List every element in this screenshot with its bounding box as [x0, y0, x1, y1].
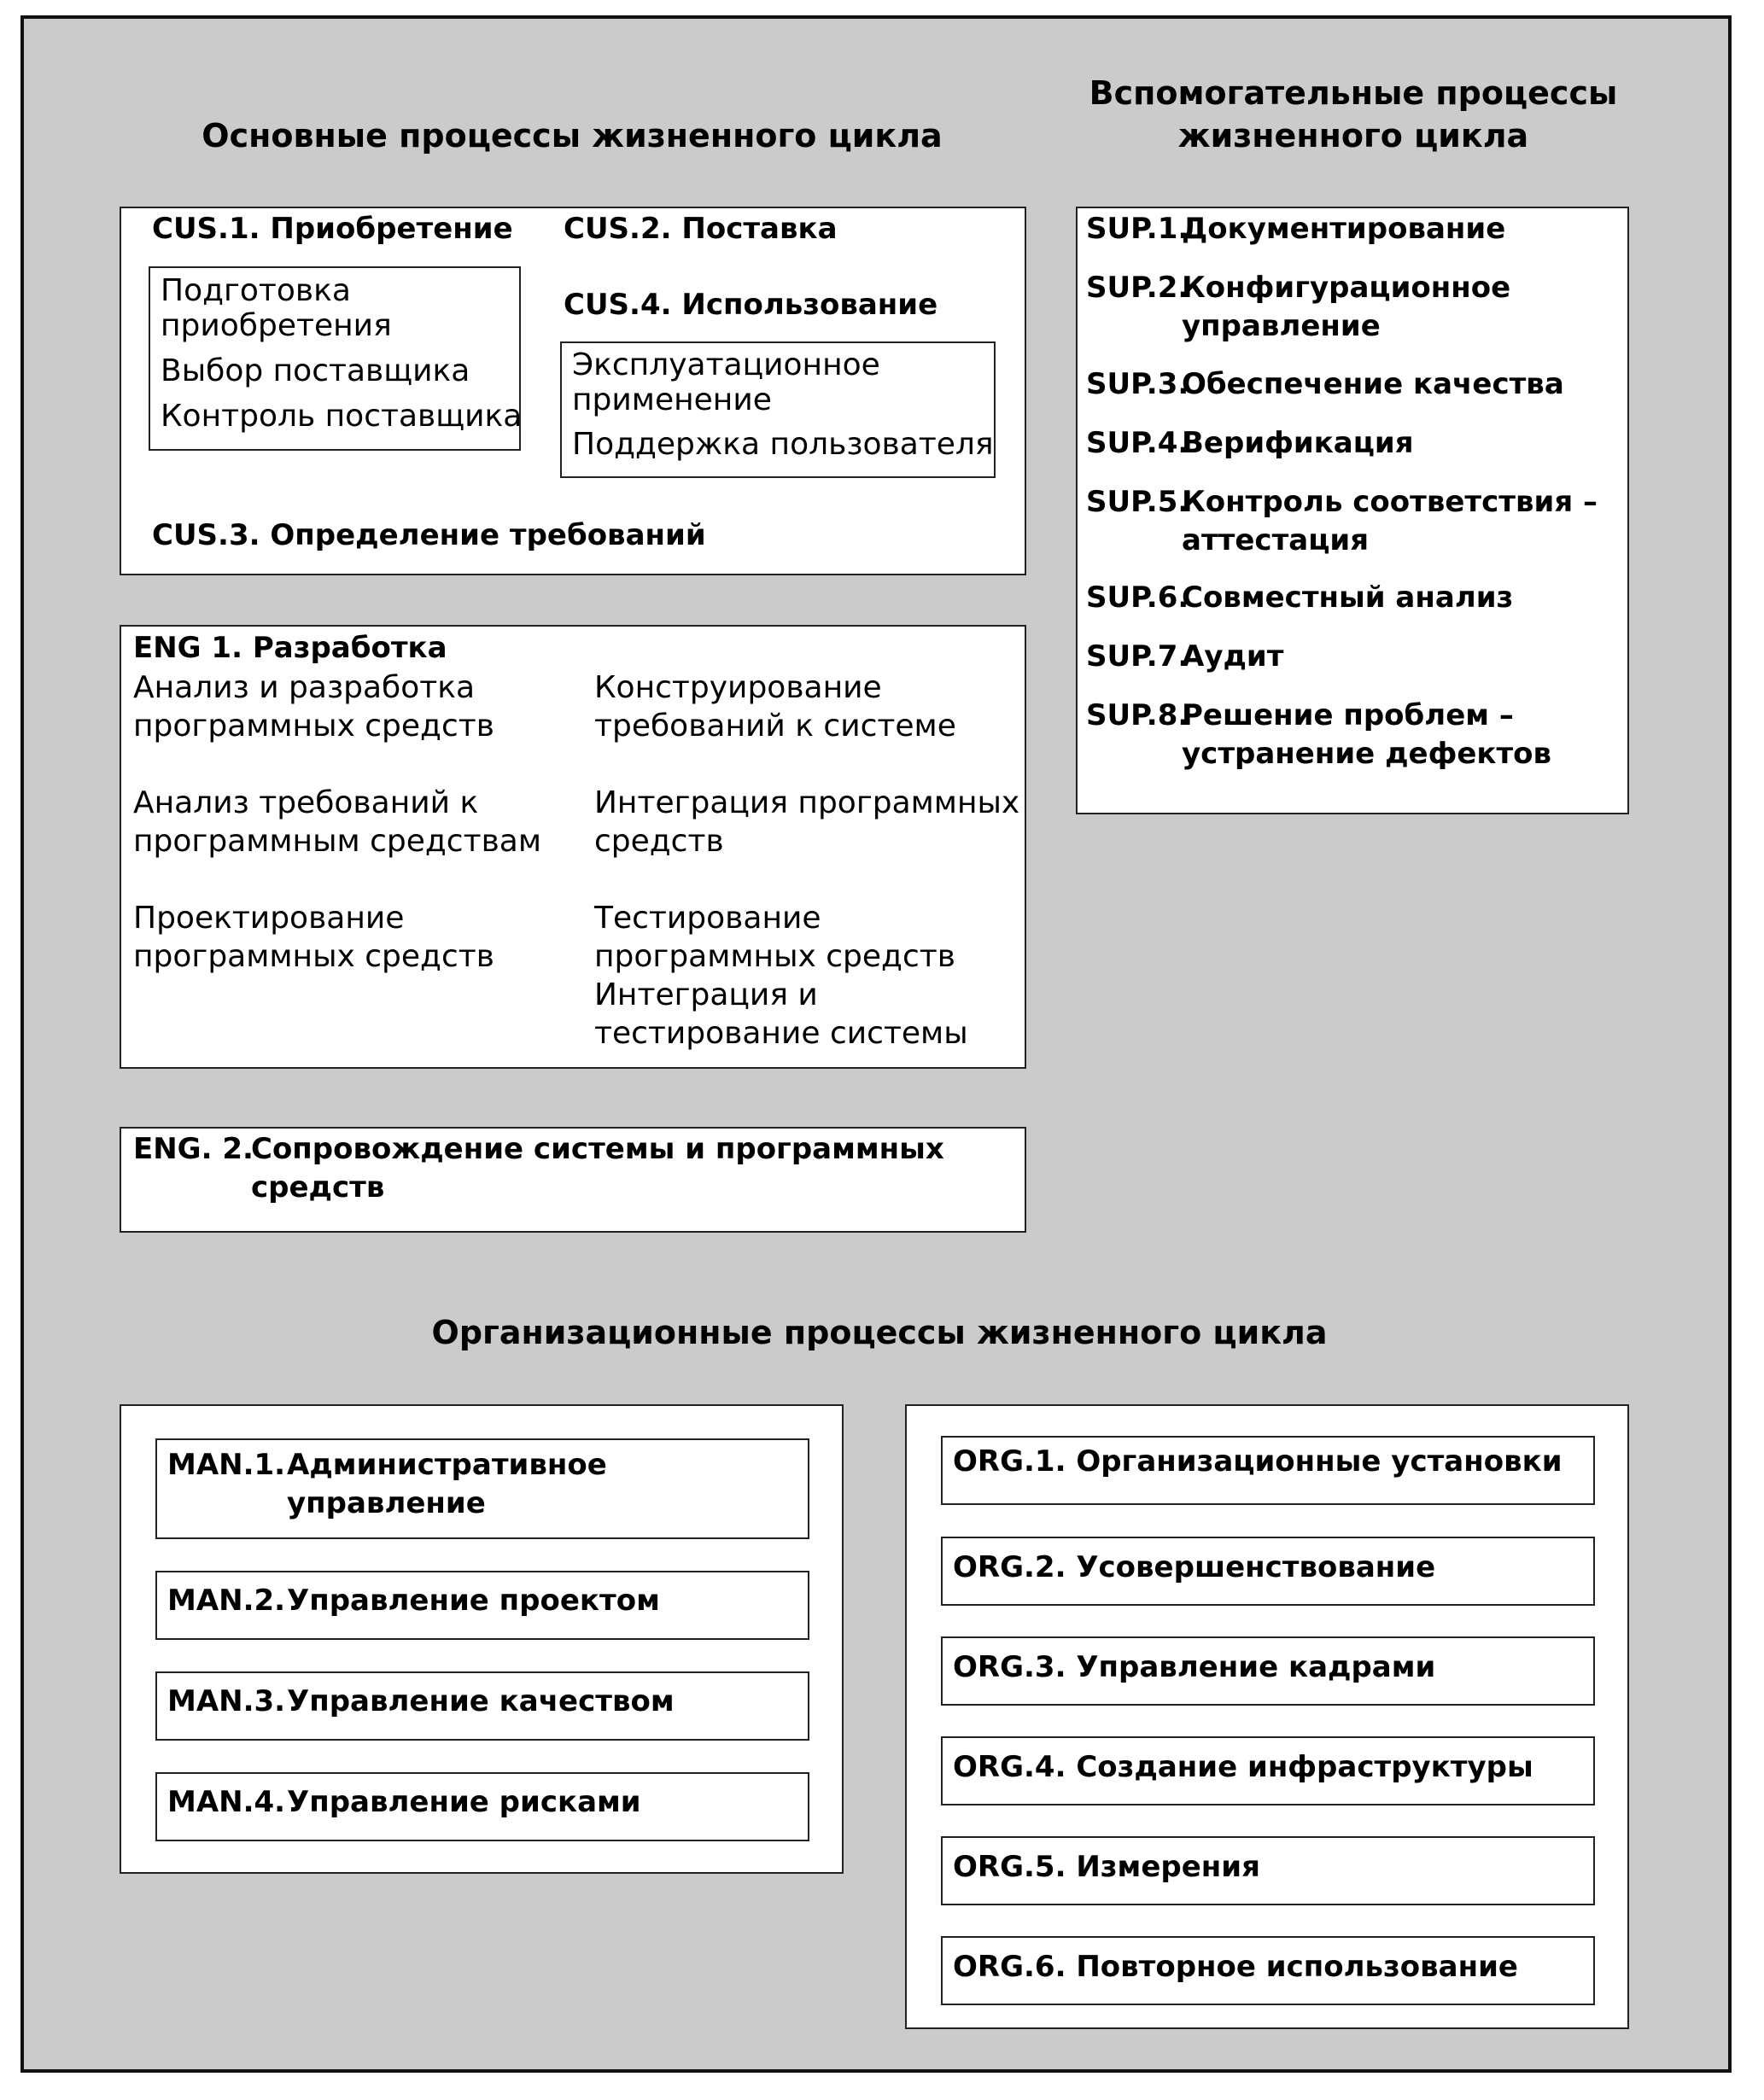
eng1-left-item: Проектирование	[133, 901, 405, 936]
sup-text: Контроль соответствия –	[1182, 485, 1598, 519]
org-item: ORG.2. Усовершенствование	[953, 1550, 1436, 1584]
man-code: MAN.3.	[167, 1684, 286, 1718]
man-text: Управление рисками	[287, 1785, 641, 1819]
cus4-item: применение	[572, 382, 772, 417]
cus1-item: Выбор поставщика	[161, 353, 470, 388]
man-text: Административное	[287, 1448, 607, 1482]
cus1-item: Подготовка	[161, 273, 351, 308]
sup-text: Обеспечение качества	[1182, 367, 1564, 401]
sup-code: SUP.8.	[1086, 698, 1189, 732]
man-text: Управление проектом	[287, 1584, 660, 1618]
eng1-right-item: тестирование системы	[594, 1016, 968, 1051]
eng1-left-item: Анализ требований к	[133, 785, 479, 820]
main-processes-heading: Основные процессы жизненного цикла	[202, 117, 943, 155]
sup-code: SUP.5.	[1086, 485, 1189, 519]
sup-code: SUP.6.	[1086, 580, 1189, 615]
sup-text: Документирование	[1182, 212, 1506, 246]
org-item: ORG.5. Измерения	[953, 1850, 1260, 1884]
eng2-code: ENG. 2.	[133, 1132, 254, 1166]
sup-code: SUP.3.	[1086, 367, 1189, 401]
sup-text: устранение дефектов	[1182, 737, 1552, 771]
cus2-title: CUS.2. Поставка	[564, 212, 838, 246]
eng1-right-item: Конструирование	[594, 670, 882, 705]
eng1-title: ENG 1. Разработка	[133, 631, 447, 665]
cus4-item: Поддержка пользователя	[572, 427, 994, 462]
sup-code: SUP.1.	[1086, 212, 1189, 246]
org-item: ORG.1. Организационные установки	[953, 1444, 1562, 1479]
cus3-title: CUS.3. Определение требований	[152, 518, 706, 552]
cus4-item: Эксплуатационное	[572, 347, 880, 382]
cus1-item: Контроль поставщика	[161, 399, 523, 434]
eng1-left-item: программных средств	[133, 709, 494, 744]
cus1-title: CUS.1. Приобретение	[152, 212, 513, 246]
eng1-right-item: Тестирование	[594, 901, 821, 936]
support-processes-heading-line2: жизненного цикла	[1177, 117, 1529, 155]
eng1-right-item: программных средств	[594, 939, 955, 974]
man-code: MAN.4.	[167, 1785, 286, 1819]
eng1-left-item: программным средствам	[133, 824, 542, 859]
eng1-right-item: требований к системе	[594, 709, 956, 744]
org-item: ORG.3. Управление кадрами	[953, 1650, 1436, 1684]
eng1-right-item: Интеграция и	[594, 977, 818, 1012]
eng1-right-item: средств	[594, 824, 724, 859]
org-item: ORG.6. Повторное использование	[953, 1950, 1518, 1984]
sup-text: Верификация	[1182, 426, 1414, 460]
sup-text: Совместный анализ	[1182, 580, 1514, 615]
sup-code: SUP.4.	[1086, 426, 1189, 460]
eng2-line: средств	[251, 1170, 385, 1205]
man-text: Управление качеством	[287, 1684, 675, 1718]
man-code: MAN.2.	[167, 1584, 286, 1618]
man-text: управление	[287, 1486, 486, 1520]
cus4-title: CUS.4. Использование	[564, 288, 938, 322]
sup-text: Конфигурационное	[1182, 271, 1511, 305]
sup-text: управление	[1182, 309, 1381, 343]
support-processes-heading-line1: Вспомогательные процессы	[1089, 74, 1618, 112]
sup-text: Аудит	[1182, 639, 1284, 674]
sup-text: Решение проблем –	[1182, 698, 1514, 732]
cus1-item: приобретения	[161, 308, 392, 343]
eng2-line: Сопровождение системы и программных	[251, 1132, 944, 1166]
sup-code: SUP.2.	[1086, 271, 1189, 305]
org-processes-heading: Организационные процессы жизненного цикла	[431, 1314, 1328, 1351]
sup-code: SUP.7.	[1086, 639, 1189, 674]
eng1-left-item: программных средств	[133, 939, 494, 974]
man-code: MAN.1.	[167, 1448, 286, 1482]
eng1-left-item: Анализ и разработка	[133, 670, 476, 705]
eng1-right-item: Интеграция программных	[594, 785, 1020, 820]
org-item: ORG.4. Создание инфраструктуры	[953, 1750, 1533, 1784]
sup-text: аттестация	[1182, 523, 1370, 557]
